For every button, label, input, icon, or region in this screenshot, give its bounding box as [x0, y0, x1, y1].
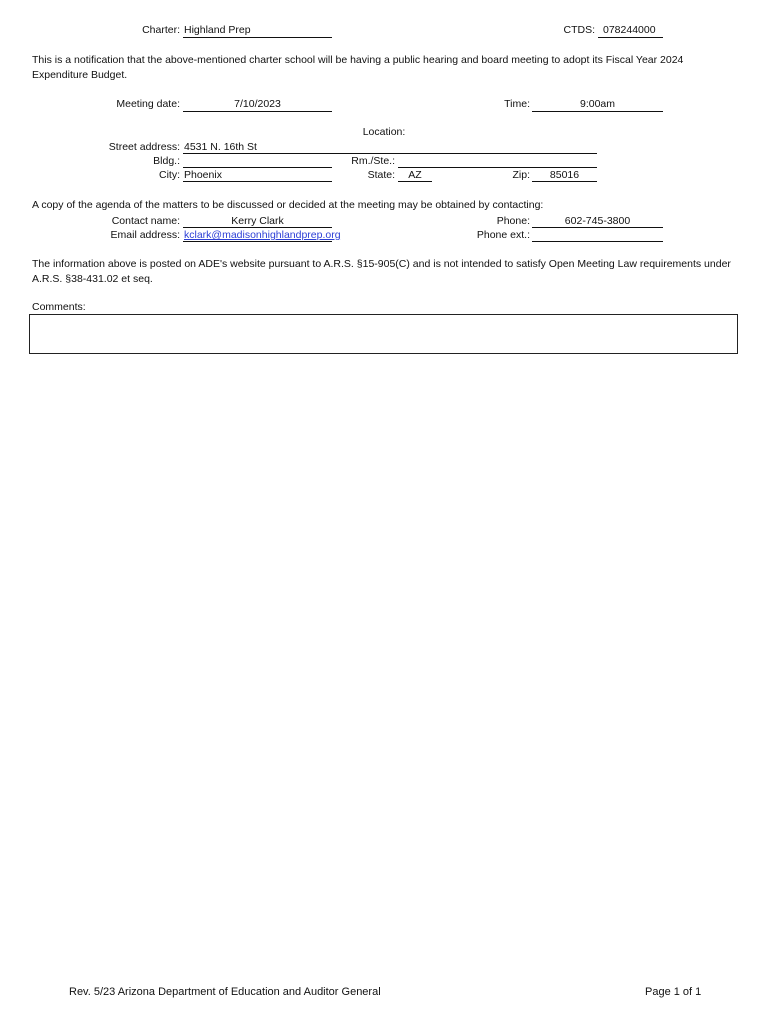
phone-underline: [532, 227, 663, 228]
state-value[interactable]: AZ: [408, 169, 422, 181]
street-underline: [183, 153, 597, 154]
footer-page-number: Page 1 of 1: [645, 986, 702, 998]
footer-revision: Rev. 5/23 Arizona Department of Education and Auditor General: [69, 986, 381, 998]
state-underline: [398, 181, 432, 182]
time-label: Time:: [504, 98, 530, 110]
charter-underline: [183, 37, 332, 38]
charter-label: Charter:: [142, 24, 180, 36]
email-link[interactable]: kclark@madisonhighlandprep.org: [184, 229, 341, 241]
contact-name-underline: [183, 227, 332, 228]
comments-box[interactable]: [29, 314, 738, 354]
notice-text: This is a notification that the above-mentioned charter school will be having a public hearing and board meeting to adopt its Fiscal Year 2024 Expenditure Budget.: [32, 54, 684, 81]
city-value[interactable]: Phoenix: [184, 169, 222, 181]
meeting-date-label: Meeting date:: [116, 98, 180, 110]
meeting-date-value[interactable]: 7/10/2023: [234, 98, 281, 110]
contact-name-label: Contact name:: [111, 215, 180, 227]
room-label: Rm./Ste.:: [351, 155, 395, 167]
street-value[interactable]: 4531 N. 16th St: [184, 141, 257, 153]
time-value[interactable]: 9:00am: [579, 98, 616, 110]
time-underline: [532, 111, 663, 112]
comments-label: Comments:: [32, 301, 86, 313]
room-underline: [398, 167, 597, 168]
city-label: City:: [159, 169, 180, 181]
bldg-underline: [183, 167, 332, 168]
location-heading: Location:: [362, 126, 406, 138]
agenda-text: A copy of the agenda of the matters to be discussed or decided at the meeting may be obtained by contacting:: [32, 199, 544, 211]
state-label: State:: [367, 169, 395, 181]
contact-name-value[interactable]: Kerry Clark: [231, 215, 284, 227]
charter-value[interactable]: Highland Prep: [184, 24, 251, 36]
bldg-label: Bldg.:: [153, 155, 180, 167]
city-underline: [183, 181, 332, 182]
meeting-date-underline: [183, 111, 332, 112]
zip-label: Zip:: [512, 169, 530, 181]
phone-ext-underline: [532, 241, 663, 242]
ctds-underline: [598, 37, 663, 38]
phone-value[interactable]: 602-745-3800: [564, 215, 631, 227]
phone-ext-label: Phone ext.:: [476, 229, 530, 241]
street-label: Street address:: [108, 141, 180, 153]
email-label: Email address:: [110, 229, 180, 241]
zip-value[interactable]: 85016: [549, 169, 580, 181]
ctds-value[interactable]: 078244000: [603, 24, 656, 36]
disclaimer-text: The information above is posted on ADE's website pursuant to A.R.S. §15-905(C) and is not intended to satisfy Open Meeting Law requirements under A.R.S. §38-431.02 et seq.: [32, 258, 731, 285]
phone-label: Phone:: [496, 215, 530, 227]
zip-underline: [532, 181, 597, 182]
ctds-label: CTDS:: [563, 24, 595, 36]
email-underline: [183, 241, 332, 242]
comments-value: [30, 315, 737, 323]
